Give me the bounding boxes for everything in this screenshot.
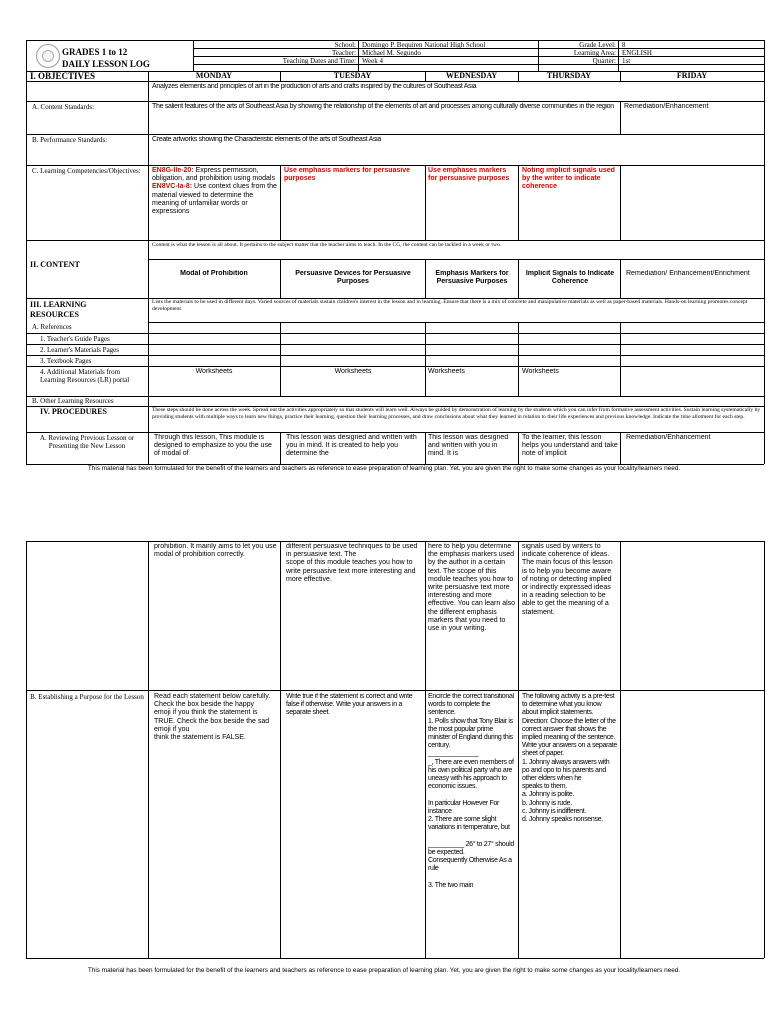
competency-text-1: Express permission, obligation, and prohibition using modals (152, 167, 275, 183)
reviewing-thursday-p1: To the learner, this lesson helps you understand and take note of implicit (522, 434, 618, 458)
quarter-value: 1st (622, 57, 631, 65)
grade-level-value: 8 (622, 41, 626, 49)
competency-text-2: Use context clues from the material viewed to determine the meaning of unfamiliar words or expressions (152, 183, 277, 216)
reviewing-monday-p1: Through this lesson, This module is designed to emphasize to you the use of modal of (154, 434, 272, 458)
competencies-tuesday: Use emphasis markers for persuasive purposes (284, 167, 411, 183)
content-standards-text: The salient features of the arts of Southeast Asia by showing the relationship of the elements of art and processes among culturally diverse communities in the region (152, 103, 614, 110)
reviewing-wednesday-p2: here to help you determine the emphasis markers used by the author in a certain text. The scope of this module teaches you how to write persuasive text more interesting and more effective. You can learn also the different emphasis markers that you need to use in your writing. (428, 543, 516, 633)
day-tuesday: TUESDAY (333, 72, 372, 80)
learning-area-label: Learning Area: (573, 49, 616, 57)
grades-title: GRADES 1 to 12 (62, 47, 128, 57)
competency-code-2: EN8VC-Ia-8: (152, 183, 193, 191)
day-thursday: THURSDAY (546, 72, 592, 80)
competencies-label: C. Learning Competencies/Objectives: (32, 167, 141, 175)
content-standards-friday: Remediation/Enhancement (624, 103, 709, 110)
establishing-monday: Read each statement below carefully. Check the box beside the happy emoji if you think the statement is TRUE. Check the box beside the sad emoji if you think the statement is FALSE. (154, 693, 271, 742)
references-label: A. References (32, 323, 72, 331)
deped-seal-icon (36, 44, 60, 68)
resources-heading: III. LEARNING RESOURCES (30, 300, 87, 319)
reviewing-wednesday-p1: This lesson was designed and written with you in mind. It is (428, 434, 509, 458)
objectives-heading: I. OBJECTIVES (30, 72, 96, 81)
teacher-label: Teacher: (332, 49, 356, 57)
content-friday: Remediation/ Enhancement/Enrichment (626, 270, 750, 277)
teachers-guide-label: 1. Teacher's Guide Pages (40, 335, 110, 343)
content-heading: II. CONTENT (30, 261, 80, 269)
procedures-heading: IV. PROCEDURES (40, 408, 107, 416)
content-thursday: Implicit Signals to Indicate Coherence (525, 270, 615, 286)
content-tuesday: Persuasive Devices for Persuasive Purposes (295, 270, 411, 286)
content-monday: Modal of Prohibition (180, 270, 248, 277)
worksheets-wednesday: Worksheets (428, 368, 465, 375)
day-monday: MONDAY (195, 72, 233, 80)
reviewing-monday-p2: prohibition. It mainly aims to let you use modal of prohibition correctly. (154, 543, 277, 559)
teaching-dates-label: Teaching Dates and Time: (282, 57, 356, 65)
additional-materials-label: 4. Additional Materials from Learning Resources (LR) portal (40, 368, 130, 385)
reviewing-label: A. Reviewing Previous Lesson or Presenting the New Lesson (39, 434, 135, 451)
content-standards-label: A. Content Standards: (32, 103, 95, 111)
competencies-wednesday: Use emphases markers for persuasive purposes (428, 167, 510, 183)
establishing-wednesday: Encircle the correct transitional words to complete the sentence. 1. Polls show that Tony Blair is the most popular prime minister of England during this century. ______________ _, There are even members of his own political party who are uneasy with his approach to economic issues. In particular However For instance 2. There are some slight variations in temperature, but __________ 26° to 27° should be expected. Consequently Otherwise As a rule 3. The two main (428, 693, 514, 889)
teaching-dates-value: Week 4 (362, 57, 384, 65)
school-value: Domingo P. Bequiren National High School (362, 41, 486, 49)
establishing-label: B. Establishing a Purpose for the Lesson (30, 693, 144, 701)
grade-level-label: Grade Level: (579, 41, 616, 49)
performance-standards-text: Create artworks showing the Characteristic elements of the arts of Southeast Asia (152, 136, 381, 143)
other-resources-label: B. Other Learning Resources (32, 397, 114, 405)
objectives-intro: Analyzes elements and principles of art in the production of arts and crafts inspired by the cultures of Southeast Asia (152, 83, 477, 90)
competencies-monday (152, 167, 278, 216)
performance-standards-label: B. Performance Standards: (32, 136, 108, 144)
resources-note: Lists the materials to be used in different days. Varied sources of materials sustain children's interest in the lesson and in learning. Ensure that there is a mix of concrete and manipulative materials as well as paper-based materials. Hands-on learning promotes concept development. (152, 299, 748, 312)
competency-code-1: EN8G-IIe-20: (152, 167, 194, 174)
content-wednesday: Emphasis Markers for Persuasive Purposes (435, 270, 509, 286)
competencies-thursday: Noting implicit signals used by the writer to indicate coherence (522, 167, 615, 191)
textbook-pages-label: 3. Textbook Pages (40, 357, 92, 365)
school-label: School: (334, 41, 356, 49)
reviewing-friday: Remediation/Enhancement (626, 434, 711, 441)
reviewing-tuesday-p1: This lesson was designed and written with you in mind. It is created to help you determine the (286, 434, 417, 458)
content-note: Content is what the lesson is all about. It pertains to the subject matter that the teacher aims to teach. In the CG, the content can be tackled in a week or two. (152, 242, 502, 248)
day-friday: FRIDAY (676, 72, 708, 80)
teacher-value: Michael M. Segundo (362, 49, 421, 57)
establishing-tuesday: Write true if the statement is correct and write false if otherwise. Write your answers in a separate sheet. (286, 693, 413, 717)
worksheets-tuesday: Worksheets (334, 368, 372, 375)
worksheets-thursday: Worksheets (522, 368, 559, 375)
quarter-label: Quarter: (592, 57, 616, 65)
day-wednesday: WEDNESDAY (445, 72, 498, 80)
dll-title: DAILY LESSON LOG (62, 59, 150, 69)
reviewing-tuesday-p2: different persuasive techniques to be used in persuasive text. The scope of this module teaches you how to write persuasive text more interesting and more effective. (286, 543, 418, 583)
reviewing-thursday-p2: signals used by writers to indicate coherence of ideas. The main focus of this lesson is to help you become aware of noting or detecting implied or indirectly expressed ideas in a reading selection to be able to get the meaning of a statement. (522, 543, 613, 616)
learners-materials-label: 2. Learner's Materials Pages (40, 346, 120, 354)
procedures-note: These steps should be done across the week. Spread out the activities appropriately so that students will learn well. Always be guided by demonstration of learning by the students which you can infer from formative assessment activities. Sustain learning systematically by providing students with multiple ways to learn new things, practice their learning, question their learning processes, and draw conclusions about what they learned in relation to their life experiences and previous knowledge. Indicate the time allotment for each step. (152, 407, 761, 420)
footer-page-2: This material has been formulated for the benefit of the learners and teachers as reference to ease preparation of learning plan. Yet, you are given the right to make some changes as your locality/learners need. (87, 967, 681, 974)
establishing-thursday: The following activity is a pre-test to determine what you know about implicit statements. Direction: Choose the letter of the correct answer that shows the implied meaning of the sentence. Write your answers on a separate sheet of paper. 1. Johnny always answers with po and opo to his parents and other elders when he speaks to them. a. Johnny is polite. b. Johnny is rude. c. Johnny is indifferent. d. Johnny speaks nonsense. (522, 693, 617, 824)
learning-area-value: ENGLISH (622, 49, 652, 57)
worksheets-monday: Worksheets (195, 368, 233, 375)
footer-page-1: This material has been formulated for the benefit of the learners and teachers as reference to ease preparation of learning plan. Yet, you are given the right to make some changes as your locality/learners need. (87, 465, 681, 472)
